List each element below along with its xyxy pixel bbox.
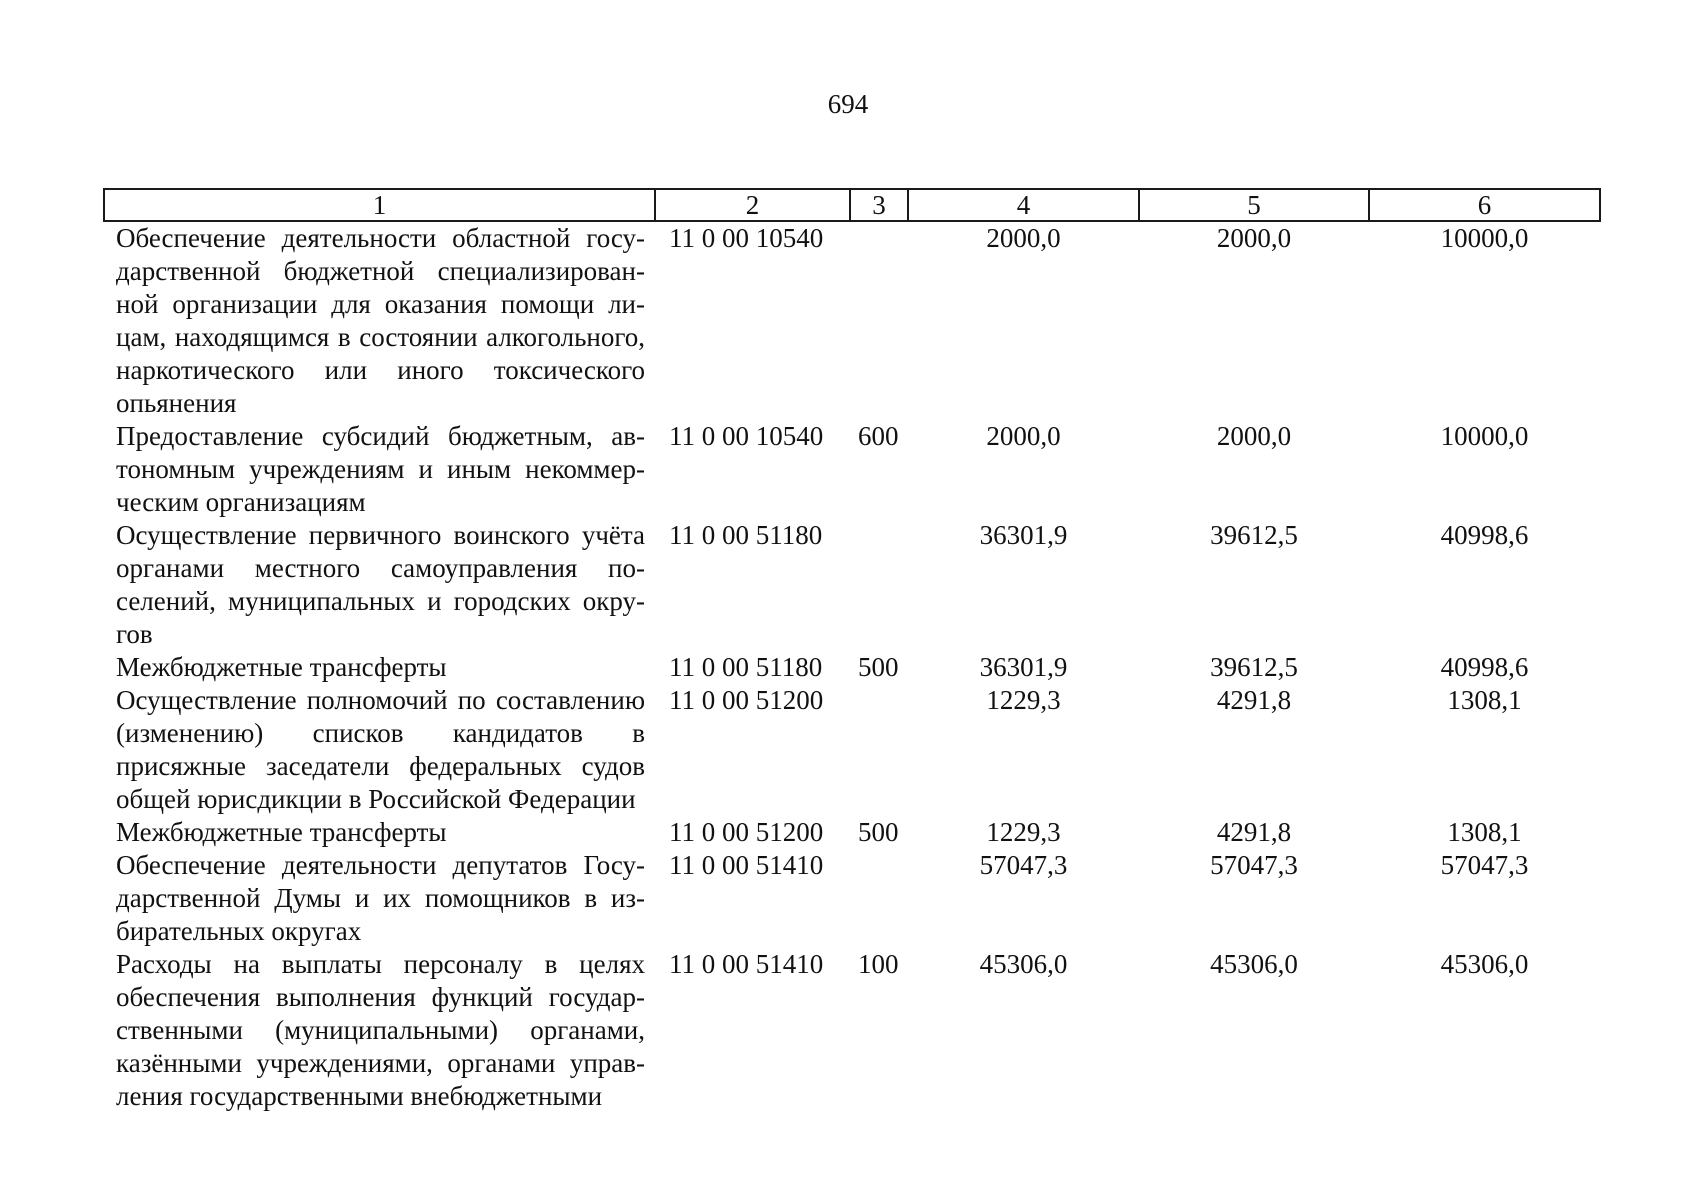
row-target-code: 11 0 00 10540 (669, 421, 824, 451)
row-value-col4: 36301,9 (979, 520, 1068, 550)
row-value-col6: 57047,3 (1440, 850, 1529, 880)
row-value-col5: 4291,8 (1216, 685, 1292, 715)
row-value-col4: 2000,0 (986, 223, 1061, 253)
row-value-col4: 45306,0 (979, 949, 1068, 979)
row-name: Осуществление полномочий по составлению (изменению) списков кандидатов в присяжные заседатели федеральных судов общей юрисдикции в Российской Федерации (116, 685, 645, 814)
row-target-code: 11 0 00 51180 (669, 520, 823, 550)
row-expense-type: 100 (858, 949, 899, 979)
row-name: Обеспечение деятельности депутатов Государственной Думы и их помощников в избирательных округах (116, 850, 645, 946)
column-header-1: 1 (104, 189, 655, 221)
row-value-col6: 45306,0 (1440, 949, 1529, 979)
row-value-col6: 10000,0 (1440, 223, 1529, 253)
row-value-col4: 36301,9 (979, 652, 1068, 682)
column-header-6: 6 (1369, 189, 1600, 221)
row-expense-type: 600 (858, 421, 899, 451)
row-value-col5: 2000,0 (1216, 421, 1292, 451)
row-expense-type (850, 849, 908, 948)
row-value-col4: 1229,3 (986, 817, 1061, 847)
column-header-3: 3 (850, 189, 908, 221)
row-name: Межбюджетные трансферты (116, 817, 447, 847)
row-value-col5: 2000,0 (1216, 223, 1292, 253)
table-row (104, 519, 1600, 651)
table-row (104, 948, 1600, 1113)
row-target-code: 11 0 00 51410 (669, 850, 824, 880)
table-header-row (104, 189, 1600, 221)
row-expense-type (850, 684, 908, 816)
row-value-col5: 4291,8 (1216, 817, 1292, 847)
row-name: Обеспечение деятельности областной государственной бюджетной специализированной организации для оказания помощи лицам, находящимся в состоянии алкогольного, наркотического или иного токсического опьянения (116, 223, 645, 418)
row-expense-type: 500 (858, 817, 899, 847)
row-name: Осуществление первичного воинского учёта органами местного самоуправления поселений, муниципальных и городских округов (116, 520, 645, 649)
row-name: Предоставление субсидий бюджетным, автономным учреждениям и иным некоммерческим организациям (116, 421, 645, 517)
column-header-4: 4 (908, 189, 1139, 221)
row-name: Межбюджетные трансферты (116, 652, 447, 682)
table-row (104, 221, 1600, 420)
page-number: 694 (827, 89, 869, 119)
row-value-col5: 39612,5 (1210, 652, 1298, 682)
row-value-col6: 1308,1 (1447, 685, 1522, 715)
column-header-5: 5 (1139, 189, 1369, 221)
table-row (104, 684, 1600, 816)
row-target-code: 11 0 00 51200 (669, 685, 824, 715)
row-value-col6: 40998,6 (1440, 520, 1529, 550)
column-header-2: 2 (655, 189, 850, 221)
row-expense-type (850, 221, 908, 420)
row-value-col5: 45306,0 (1210, 949, 1298, 979)
row-expense-type: 500 (858, 652, 899, 682)
row-value-col6: 1308,1 (1447, 817, 1522, 847)
row-value-col5: 39612,5 (1210, 520, 1298, 550)
table-row (104, 651, 1600, 684)
row-name: Расходы на выплаты персоналу в целях обеспечения выполнения функций государственными (муниципальными) органами, казёнными учреждениями, органами управления государственными внебюджетными (116, 949, 645, 1111)
budget-table (103, 188, 1601, 1113)
row-target-code: 11 0 00 10540 (669, 223, 824, 253)
row-target-code: 11 0 00 51410 (669, 949, 824, 979)
row-expense-type (850, 519, 908, 651)
row-value-col4: 57047,3 (979, 850, 1068, 880)
table-row (104, 816, 1600, 849)
row-value-col6: 40998,6 (1440, 652, 1529, 682)
row-value-col5: 57047,3 (1210, 850, 1298, 880)
row-value-col4: 1229,3 (986, 685, 1061, 715)
table-row (104, 849, 1600, 948)
row-value-col4: 2000,0 (986, 421, 1061, 451)
row-target-code: 11 0 00 51180 (669, 652, 823, 682)
row-value-col6: 10000,0 (1440, 421, 1529, 451)
table-row (104, 420, 1600, 519)
row-target-code: 11 0 00 51200 (669, 817, 824, 847)
